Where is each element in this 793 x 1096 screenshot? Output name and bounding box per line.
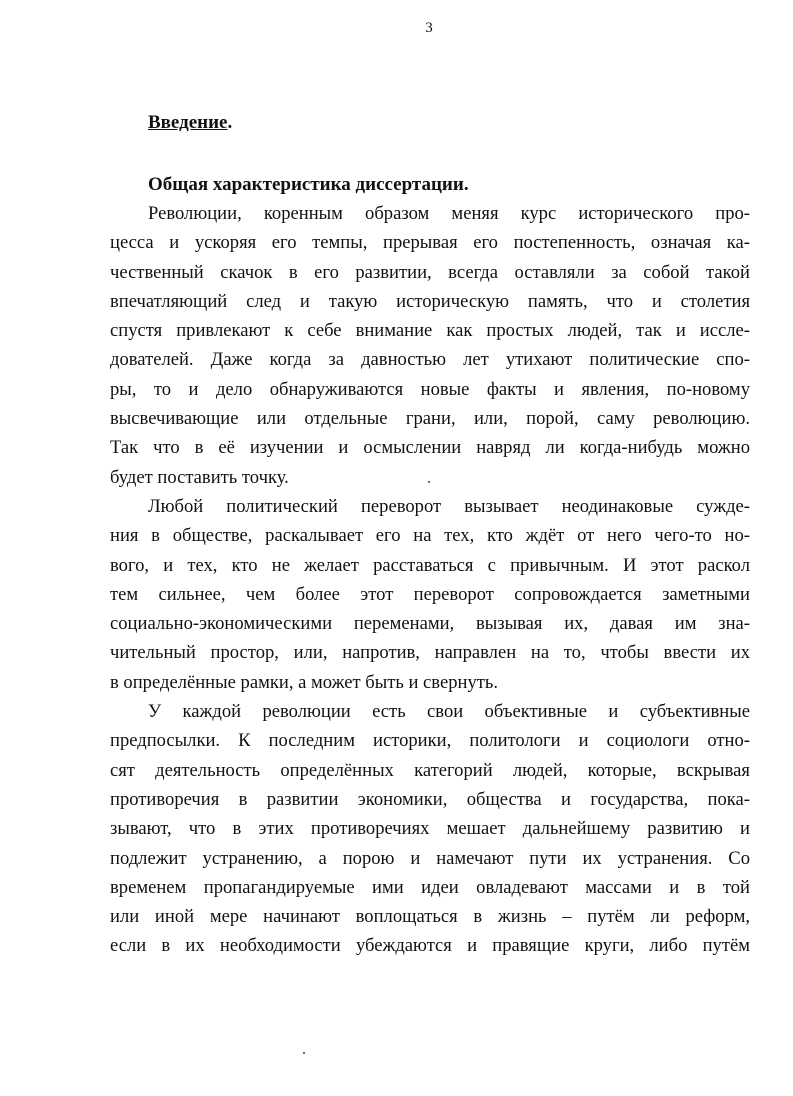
section-heading-introduction [148,112,232,134]
text-line: предпосылки. К последним историки, политологи и социологи отно- [110,730,750,752]
text-line: У каждой революции есть свои объективные и субъективные [148,701,750,723]
paragraph-3 [110,697,750,961]
text-line: спустя привлекают к себе внимание как простых людей, так и иссле- [110,320,750,342]
text-line: цесса и ускоряя его темпы, прерывая его постепенность, означая ка- [110,232,750,254]
text-line: Так что в её изучении и осмыслении навряд ли когда-нибудь можно [110,437,750,459]
text-line: сят деятельность определённых категорий людей, которые, вскрывая [110,759,750,781]
introduction-title: Введение [148,112,228,133]
text-line: тем сильнее, чем более этот переворот сопровождается заметными [110,583,750,605]
body-text [110,199,750,961]
text-line: или иной мере начинают воплощаться в жизнь – путём ли реформ, [110,906,750,928]
text-line: временем пропагандируемые ими идеи овладевают массами и в той [110,876,750,898]
paragraph-2 [110,492,750,697]
text-line: впечатляющий след и такую историческую память, что и столетия [110,290,750,312]
text-line: противоречия в развитии экономики, общества и государства, пока- [110,788,750,810]
introduction-title-period: . [227,112,233,133]
text-line: дователей. Даже когда за давностью лет утихают политические спо- [110,349,750,371]
text-line: Революции, коренным образом меняя курс исторического про- [148,203,750,224]
text-line: ния в обществе, раскалывает его на тех, кто ждёт от него чего-то но- [110,525,750,547]
text-line: в определённые рамки, а может быть и свернуть. [110,671,499,693]
text-line: чественный скачок в его развитии, всегда оставляли за собой такой [110,261,750,283]
text-line: чительный простор, или, напротив, направлен на то, чтобы ввести их [110,642,750,664]
paragraph-1 [110,199,750,492]
scan-speck [303,1052,305,1054]
text-line: вого, и тех, кто не желает расставаться с привычным. И этот раскол [110,554,750,576]
text-line: высвечивающие или отдельные грани, или, порой, саму революцию. [110,408,750,430]
subsection-heading-general-characteristics: Общая характеристика диссертации. [148,174,469,195]
text-line: если в их необходимости убеждаются и правящие круги, либо путём [110,935,750,957]
text-line: Любой политический переворот вызывает неодинаковые сужде- [148,495,750,517]
text-line: социально-экономическими переменами, вызывая их, давая им зна- [110,613,750,635]
text-line: будет поставить точку. [110,466,289,488]
text-line: зывают, что в этих противоречиях мешает дальнейшему развитию и [110,818,750,840]
text-line: ры, то и дело обнаруживаются новые факты и явления, по-новому [110,378,750,400]
page-number: 3 [425,20,433,36]
text-line: подлежит устранению, а порою и намечают пути их устранения. Со [110,847,750,869]
scan-speck [428,481,430,483]
